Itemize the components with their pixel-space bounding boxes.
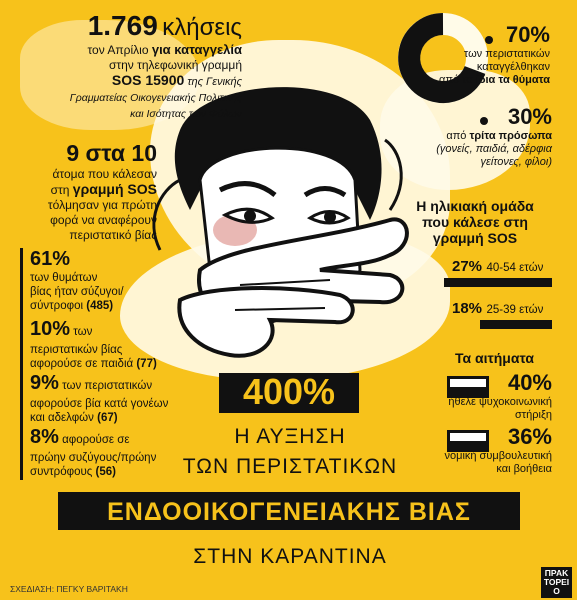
stat-9 bbox=[30, 372, 180, 425]
request-1-l1: ήθελε ψυχοκοινωνική bbox=[448, 396, 552, 408]
request-2-l1: νομική συμβουλευτική bbox=[444, 450, 552, 462]
stat-61-l3: σύντροφοι bbox=[30, 300, 87, 312]
stat-8-l1: αφορούσε σε bbox=[58, 434, 130, 446]
age-bar-40-54 bbox=[444, 278, 552, 287]
stat-10-pct: 10% bbox=[30, 318, 71, 340]
pct-30: 30% bbox=[507, 104, 552, 129]
calls-line4: Γραμματείας Οικογενειακής Πολιτικής bbox=[69, 92, 242, 104]
calls-line3b: της Γενικής bbox=[184, 76, 242, 88]
calls-line3a: SOS 15900 bbox=[111, 72, 185, 88]
calls-line2: στην τηλεφωνική γραμμή bbox=[108, 58, 242, 72]
stat-10-l2: περιστατικών βίας bbox=[30, 344, 123, 356]
pct-30-l1b: τρίτα πρόσωπα bbox=[469, 130, 552, 142]
age-group-1 bbox=[452, 258, 543, 276]
age-title bbox=[400, 198, 550, 246]
request-2-pct: 36% bbox=[507, 424, 552, 449]
stat-10-n: (77) bbox=[136, 358, 157, 370]
stat-9-n: (67) bbox=[97, 412, 118, 424]
calls-line1b: για καταγγελία bbox=[151, 42, 242, 57]
pct-30-l2: (γονείς, παιδιά, αδέρφια bbox=[436, 143, 552, 155]
calls-block bbox=[32, 10, 242, 122]
request-1-l2: στήριξη bbox=[515, 409, 552, 421]
nine-of-ten-block bbox=[12, 140, 157, 243]
stat-10-l3: αφορούσε σε παιδιά bbox=[30, 358, 137, 370]
nine-line3: τόλμησαν για πρώτη bbox=[47, 198, 157, 212]
age-group-1-pct: 27% bbox=[452, 258, 483, 275]
pct-70-l3a: από τα bbox=[439, 74, 476, 86]
stat-61-n: (485) bbox=[86, 300, 114, 312]
calls-line1a: τον Απρίλιο bbox=[87, 43, 152, 57]
center-line-3: ΣΤΗΝ ΚΑΡΑΝΤΙΝΑ bbox=[193, 545, 387, 568]
nine-of-ten-title: 9 στα 10 bbox=[66, 140, 157, 166]
stat-10 bbox=[30, 318, 165, 371]
pct-70: 70% bbox=[505, 22, 550, 47]
nine-line1: άτομα που κάλεσαν bbox=[52, 167, 157, 181]
calls-number: 1.769 bbox=[87, 10, 158, 41]
calls-line5: και Ισότητας των Φύλων bbox=[130, 108, 242, 120]
stat-9-pct: 9% bbox=[30, 372, 59, 394]
stat-61-l2: βίας ήταν σύζυγοι/ bbox=[30, 286, 124, 298]
credit: ΣΧΕΔΙΑΣΗ: ΠΕΓΚΥ ΒΑΡΙΤΑΚΗ bbox=[10, 584, 128, 594]
age-group-2-label: 25-39 ετών bbox=[486, 304, 544, 316]
nine-line2a: στη bbox=[50, 183, 73, 197]
stat-8-l3: συντρόφους bbox=[30, 466, 96, 478]
age-group-1-label: 40-54 ετών bbox=[486, 262, 544, 274]
pct-30-block bbox=[420, 104, 552, 169]
age-group-2-pct: 18% bbox=[452, 300, 483, 317]
request-1-pct: 40% bbox=[507, 370, 552, 395]
pct-30-l1a: από bbox=[446, 130, 470, 142]
age-title-1: Η ηλικιακή ομάδα bbox=[416, 198, 534, 214]
stat-8-l2: πρώην συζύγους/πρώην bbox=[30, 452, 157, 464]
banner-text: ΕΝΔΟΟΙΚΟΓΕΝΕΙΑΚΗΣ ΒΙΑΣ bbox=[107, 498, 471, 526]
nine-line2b: γραμμή SOS bbox=[72, 181, 157, 197]
stat-9-l1: των περιστατικών bbox=[58, 380, 153, 392]
pct-70-block bbox=[430, 22, 550, 87]
request-2-l2: και βοήθεια bbox=[496, 463, 552, 475]
request-1 bbox=[430, 370, 552, 422]
age-bar-25-39 bbox=[480, 320, 552, 329]
increase-400: 400% bbox=[242, 371, 336, 412]
stat-8-n: (56) bbox=[95, 466, 116, 478]
nine-line5: περιστατικό βίας bbox=[69, 228, 157, 242]
calls-word: κλήσεις bbox=[162, 14, 242, 41]
stat-61 bbox=[30, 248, 150, 313]
nine-line4: φορά να αναφέρουν bbox=[50, 213, 157, 227]
pct-30-l3: γείτονες, φίλοι) bbox=[480, 156, 552, 168]
age-group-2 bbox=[452, 300, 543, 318]
age-title-3: γραμμή SOS bbox=[432, 230, 518, 246]
left-divider bbox=[20, 248, 23, 480]
stat-61-pct: 61% bbox=[30, 248, 71, 270]
pct-70-l3b: ίδια τα θύματα bbox=[475, 74, 550, 86]
stat-9-l2: αφορούσε βία κατά γονέων bbox=[30, 398, 169, 410]
pct-70-l2: καταγγέλθηκαν bbox=[476, 61, 550, 73]
logo-text: ΠΡΑΚΤΟΡΕΙΟ bbox=[543, 568, 570, 596]
center-line-1: Η ΑΥΞΗΣΗ bbox=[234, 425, 346, 448]
stat-9-l3: και αδελφών bbox=[30, 412, 98, 424]
stat-10-l1: των bbox=[70, 326, 93, 338]
stat-8-pct: 8% bbox=[30, 426, 59, 448]
stat-61-l1: των θυμάτων bbox=[30, 272, 98, 284]
center-line-2: ΤΩΝ ΠΕΡΙΣΤΑΤΙΚΩΝ bbox=[182, 455, 398, 478]
requests-title: Τα αιτήματα bbox=[455, 350, 534, 366]
age-title-2: που κάλεσε στη bbox=[422, 214, 528, 230]
pct-70-l1: των περιστατικών bbox=[463, 48, 550, 60]
